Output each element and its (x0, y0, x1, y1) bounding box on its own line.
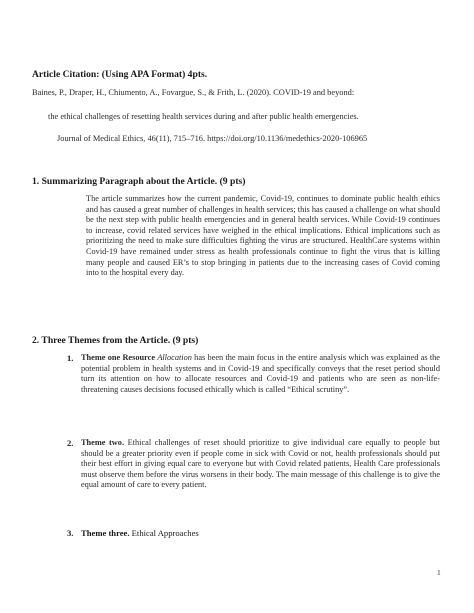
theme-2-number: 2. (67, 438, 74, 448)
theme-1-label: Theme one Resource (81, 353, 156, 362)
summary-heading: 1. Summarizing Paragraph about the Article. (9 pts) (32, 176, 246, 187)
theme-3-text: Ethical Approaches (129, 528, 199, 538)
citation-line-3: Journal of Medical Ethics, 46(11), 715–716. https://doi.org/10.1136/medethics-2020-106965 (57, 134, 368, 143)
citation-line-2: the ethical challenges of resetting health services during and after public health emergencies. (48, 112, 359, 121)
citation-heading: Article Citation: (Using APA Format) 4pts. (32, 69, 208, 80)
theme-2-text: Ethical challenges of reset should prioritize to give individual care equally to people but should be a greater priority even if people come in sick with Covid or not, health professionals should put their best effort in giving equal care to everyone but with Covid related patients, Health Care professionals must observe them before the virus worsens in their body. The main message of this challenge is to give the equal amount of care to every patient. (81, 438, 440, 490)
theme-1-label-italic: Allocation (157, 353, 192, 362)
theme-1-paragraph (81, 353, 440, 395)
summary-paragraph: The article summarizes how the current pandemic, Covid-19, continues to dominate public health ethics and has caused a great number of challenges in health services; this has caused a challenge on what should be the next step with public health emergencies and in general health services. While Covid-19 continues to increase, covid related services have weighed in the ethical implications. Ethical implications such as prioritizing the need to make sure difficulties fighting the virus are structured. HealthCare systems within Covid-19 have remained under stress as health professionals continue to fight the virus that is killing many people and caused ER’s to stop bringing in patients due to the increasing cases of Covid coming into to the hospital every day. (86, 194, 440, 278)
theme-3-label: Theme three. (81, 528, 130, 538)
theme-3-line (81, 528, 199, 538)
theme-2-paragraph (81, 438, 440, 491)
citation-line-1: Baines, P., Draper, H., Chiumento, A., Fovargue, S., & Frith, L. (2020). COVID-19 and beyond: (32, 88, 355, 97)
theme-2-label: Theme two. (81, 438, 125, 447)
theme-1-number: 1. (67, 353, 74, 363)
theme-3-number: 3. (67, 528, 74, 538)
page-number: 1 (437, 568, 441, 577)
theme-1-text: has been the main focus in the entire analysis which was explained as the potential problem in health systems and in Covid-19 and specifically conveys that the reset period should turn its attention on how to allocate resources and Covid-19 and patients who are seen as non-life-threatening causes decisions focused ethically which is called “Ethical scrutiny”. (81, 353, 440, 394)
themes-heading: 2. Three Themes from the Article. (9 pts) (32, 335, 199, 346)
